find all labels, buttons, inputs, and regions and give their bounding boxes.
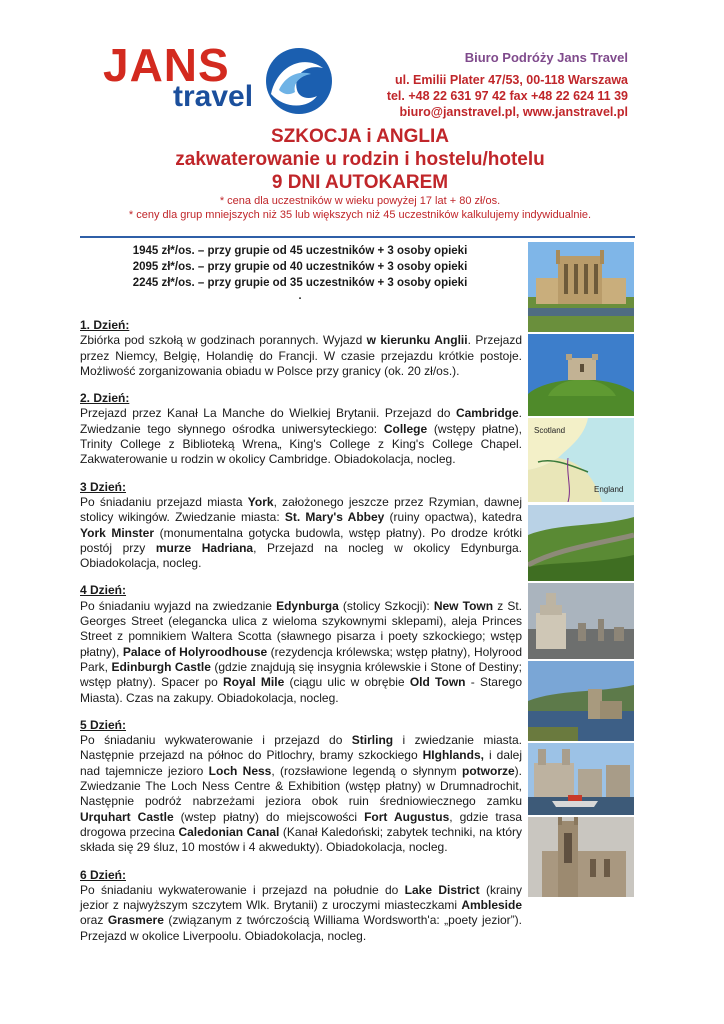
day-highlight: murze Hadriana xyxy=(155,540,254,555)
day-text-run: (monumentalna gotycka budowla, wstęp płatny). Po drodze krótki postój przy xyxy=(80,525,523,555)
day-section xyxy=(80,480,522,572)
itinerary xyxy=(80,318,522,956)
day-highlight: Old Town xyxy=(409,675,466,690)
price-dot: . xyxy=(298,290,302,302)
day-section xyxy=(80,583,522,705)
day-text-run: (Kanał Kaledoński; zabytek techniki, na który składa się 29 śluz, 10 mostów i 4 akwedukty). Obiadokolacja, nocleg. xyxy=(80,824,522,855)
day-text-run: - Starego Miasta). Czas na zakupy. Obiadokolacja, nocleg. xyxy=(80,675,522,705)
liverpool-waterfront-photo xyxy=(528,743,634,815)
day-heading: 5 Dzień: xyxy=(80,717,127,732)
day-text-run: . Przejazd przez Niemcy, Belgię, Holandię do Francji. W czasie przejazdu krótkie postoje. Możliwość zorganizowania obiadu w Polsce przy granicy (ok. 20 zł/os.). xyxy=(80,333,523,378)
day-heading: 3 Dzień: xyxy=(80,479,127,494)
day-highlight: St. Mary's Abbey xyxy=(284,510,385,525)
day-highlight: potworze xyxy=(462,763,515,778)
jans-travel-logo xyxy=(103,39,339,120)
title-duration: 9 DNI AUTOKAREM xyxy=(271,172,449,193)
day-highlight: Grasmere xyxy=(107,913,164,928)
canterbury-cathedral-photo xyxy=(528,817,634,897)
day-section xyxy=(80,868,522,944)
logo-travel-text: travel xyxy=(173,80,254,113)
day-text-run: i zwiedzanie miasta. Następnie przejazd na północ do Pitlochry, bramy szkockiego xyxy=(80,733,522,763)
day-heading: 2. Dzień: xyxy=(80,391,130,406)
cambridge-college-photo xyxy=(528,242,634,332)
map-label-scotland: Scotland xyxy=(534,426,566,435)
day-section xyxy=(80,391,522,467)
price-line: 2095 zł*/os. – przy grupie od 40 uczestników + 3 osoby opieki xyxy=(132,261,468,273)
hadrians-wall-photo xyxy=(528,505,634,581)
day-heading: 6 Dzień: xyxy=(80,867,127,882)
day-text-run: Przejazd przez Kanał La Manche do Wielkiej Brytanii. Przejazd do xyxy=(80,406,456,421)
day-highlight: Royal Mile xyxy=(223,675,285,690)
day-heading: 1. Dzień: xyxy=(80,318,130,332)
divider xyxy=(80,236,635,238)
day-text-run: . Zwiedzanie tego słynnego ośrodka uniwersyteckiego: xyxy=(80,406,522,436)
day-text-run: (rezydencja królewska; wstęp płatny), Holyrood Park, xyxy=(80,644,523,674)
day-text-run: , założonego jeszcze przez Rzymian, dawnej stolicy wikingów. Zwiedzanie miasta: xyxy=(80,494,523,525)
price-list xyxy=(80,243,520,301)
day-highlight: HIghlands, xyxy=(422,748,484,763)
agency-web: biuro@janstravel.pl, www.janstravel.pl xyxy=(399,105,628,119)
york-castle-photo xyxy=(528,334,634,416)
day-highlight: York Minster xyxy=(80,525,155,540)
day-highlight: Urquhart Castle xyxy=(80,809,174,824)
price-line: 2245 zł*/os. – przy grupie od 35 uczestników + 3 osoby opieki xyxy=(132,277,468,289)
day-description xyxy=(80,599,522,706)
day-highlight: Stirling xyxy=(351,733,394,748)
title-accommodation: zakwaterowanie u rodzin i hostelu/hotelu xyxy=(175,149,545,170)
scotland-england-map xyxy=(528,418,634,502)
map-label-england: England xyxy=(594,485,624,494)
day-description xyxy=(80,733,522,855)
day-text-run: (wstep płatny) do miejscowości xyxy=(173,809,365,824)
day-section xyxy=(80,718,522,856)
day-text-run: (wstępy płatne), Trinity College z Biblioteką Wrena„ King's College z King's College Chapel. Zakwaterowanie u rodzin w okolicy Cambridge. Obiadokolacja, nocleg. xyxy=(80,421,523,467)
day-highlight: Lake District xyxy=(404,882,480,897)
day-text-run: (ciągu ulic w obrębie xyxy=(284,675,410,690)
day-highlight: Edynburga xyxy=(276,598,339,613)
wave-logo-icon xyxy=(263,46,335,116)
logo-jans-text: JANS xyxy=(103,39,230,91)
day-text-run: Po śniadaniu wyjazd na zwiedzanie xyxy=(80,598,277,613)
title-destination: SZKOCJA i ANGLIA xyxy=(270,126,450,147)
day-heading: 4 Dzień: xyxy=(80,583,127,598)
offer-title-block xyxy=(80,125,640,222)
day-highlight: w kierunku Anglii xyxy=(366,333,468,348)
price-note-age: * cena dla uczestników w wieku powyżej 17 lat + 80 zł/os. xyxy=(219,195,501,207)
day-description xyxy=(80,883,522,944)
day-highlight: Palace of Holyroodhouse xyxy=(122,644,268,659)
price-line: 1945 zł*/os. – przy grupie od 45 uczestników + 3 osoby opieki xyxy=(132,245,468,257)
agency-name: Biuro Podróży Jans Travel xyxy=(464,50,628,65)
day-text-run: Zbiórka pod szkołą w godzinach porannych. Wyjazd xyxy=(80,333,367,348)
urquhart-castle-photo xyxy=(528,661,634,741)
day-text-run: , Przejazd na nocleg w okolicy Edynburga. Obiadokolacja, nocleg. xyxy=(80,540,523,571)
day-text-run: (związanym z twórczością Williama Wordsworth'a: „poety jezior”). Przejazd w okolice Liverpoolu. Obiadokolacja, nocleg. xyxy=(80,913,522,943)
day-highlight: Fort Augustus xyxy=(364,809,450,824)
day-description xyxy=(80,406,522,467)
day-text-run: z St. Georges Street (elegancka ulica z wieloma szykownymi sklepami), aleja Princes Street z pomnikiem Waltera Scotta (sławnego pisarza i poety szkockiego; wstęp płatny), xyxy=(80,598,522,659)
day-text-run: Po śniadaniu wykwaterowanie i przejazd do xyxy=(80,733,352,748)
day-highlight: New Town xyxy=(433,598,494,613)
day-text-run: oraz xyxy=(80,913,108,928)
day-text-run: , (rozsławione legendą o słynnym xyxy=(271,763,462,778)
day-section xyxy=(80,318,522,379)
day-highlight: Loch Ness xyxy=(208,763,272,778)
day-highlight: Ambleside xyxy=(461,898,522,913)
day-text-run: (ruiny opactwa), katedra xyxy=(384,510,522,525)
day-text-run: (stolicy Szkocji): xyxy=(338,598,434,613)
day-text-run: i dalej nad tajemnicze jezioro xyxy=(80,748,523,778)
day-highlight: Caledonian Canal xyxy=(178,824,280,839)
day-highlight: York xyxy=(247,494,274,509)
agency-address: ul. Emilii Plater 47/53, 00-118 Warszawa xyxy=(395,73,628,87)
price-note-group: * ceny dla grup mniejszych niż 35 lub większych niż 45 uczestników kalkulujemy indywidualnie. xyxy=(128,209,592,221)
day-highlight: Cambridge xyxy=(455,406,519,421)
day-description xyxy=(80,333,522,379)
day-text-run: (krainy jezior z najwyższym szczytem Wlk. Brytanii) z uroczymi miasteczkami xyxy=(80,882,523,913)
day-highlight: College xyxy=(383,421,428,436)
day-text-run: Po śniadaniu wykwaterowanie i przejazd na południe do xyxy=(80,882,405,897)
day-text-run: , gdzie trasa drogowa przecina xyxy=(80,809,522,839)
day-text-run: ). Zwiedzanie The Loch Ness Centre & Exhibition (wstęp płatny) w Drumnadrochit, Następnie podróż nabrzeżami jeziora obok ruin średniowiecznego zamku xyxy=(80,763,523,809)
agency-phone: tel. +48 22 631 97 42 fax +48 22 624 11 39 xyxy=(386,89,628,103)
day-highlight: Edinburgh Castle xyxy=(111,659,211,674)
day-description xyxy=(80,495,522,571)
agency-contact xyxy=(387,50,628,120)
edinburgh-calton-hill-photo xyxy=(528,583,634,659)
day-text-run: (gdzie znajdują się insygnia królewskie i Stone of Destiny; wstęp płatny). Spacer po xyxy=(80,659,523,690)
day-text-run: Po śniadaniu przejazd miasta xyxy=(80,494,248,509)
